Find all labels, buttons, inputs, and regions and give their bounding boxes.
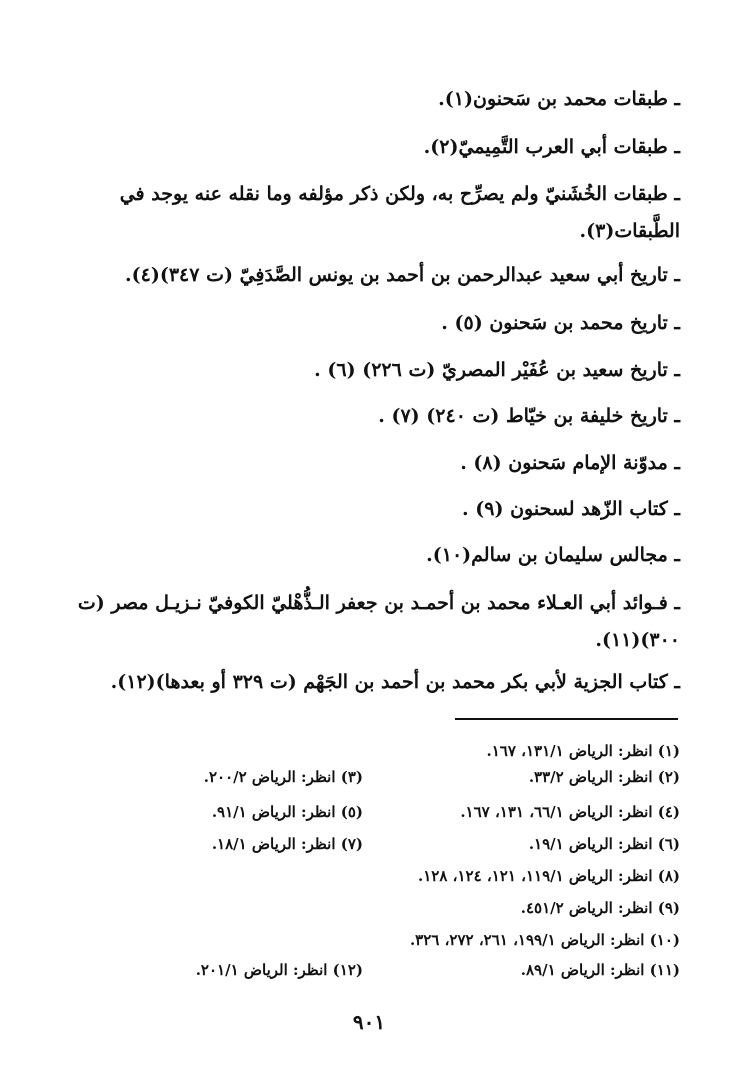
list-item: ـ تاريخ سعيد بن عُفَيْر المصريّ (ت ٢٢٦) (٦) . [314, 359, 680, 381]
footnote: (٨) انظر: الرياض ١١٩/١، ١٢١، ١٢٤، ١٢٨. [418, 867, 680, 885]
footnote-separator [455, 718, 678, 720]
footnote: (١) انظر: الرياض ١٣١/١، ١٦٧. [486, 742, 680, 760]
footnote: (٣) انظر: الرياض ٢٠٠/٢. [203, 768, 363, 786]
footnote: (٥) انظر: الرياض ٩١/١. [211, 803, 363, 821]
footnote: (٤) انظر: الرياض ٦٦/١، ١٣١، ١٦٧. [460, 803, 680, 821]
list-item: ـ تاريخ خليفة بن خيّاط (ت ٢٤٠) (٧) . [378, 405, 680, 427]
list-item: ـ تاريخ محمد بن سَحنون (٥) . [441, 312, 680, 334]
page-number: ٩٠١ [352, 1010, 386, 1034]
footnote: (٦) انظر: الرياض ١٩/١. [528, 835, 680, 853]
footnote: (٢) انظر: الرياض ٣٣/٢. [528, 768, 680, 786]
footnote: (١٢) انظر: الرياض ٢٠١/١. [195, 961, 363, 979]
list-item: ـ كتاب الجزية لأبي بكر محمد بن أحمد بن الجَهْم (ت ٣٢٩ أو بعدها)(١٢). [110, 671, 680, 693]
list-item: ـ طبقات محمد بن سَحنون(١). [438, 88, 680, 110]
list-item: ـ تاريخ أبي سعيد عبدالرحمن بن أحمد بن يونس الصَّدَفِيّ (ت ٣٤٧)(٤). [125, 264, 680, 286]
list-item: ـ طبقات الخُشَنيّ ولم يصرِّح به، ولكن ذكر مؤلفه وما نقله عنه يوجد في الطَّبقات(٣). [119, 183, 680, 242]
list-item: ـ مجالس سليمان بن سالم(١٠). [426, 544, 680, 566]
list-item: ـ طبقات أبي العرب التَّمِيميّ(٢). [423, 136, 680, 158]
list-item: ـ فـوائد أبي العـلاء محمد بن أحمـد بن جعفر الـذُّهْليّ الكوفيّ نـزيـل مصر (ت ٣٠٠)(١١). [77, 592, 680, 651]
footnote: (٧) انظر: الرياض ١٨/١. [211, 835, 363, 853]
list-item: ـ كتاب الزّهد لسحنون (٩) . [462, 498, 680, 520]
list-item: ـ مدوّنة الإمام سَحنون (٨) . [460, 452, 680, 474]
footnote: (٩) انظر: الرياض ٤٥١/٢. [520, 899, 680, 917]
footnote: (١٠) انظر: الرياض ١٩٩/١، ٢٦١، ٢٧٢، ٣٢٦. [409, 931, 680, 949]
footnote: (١١) انظر: الرياض ٨٩/١. [520, 961, 680, 979]
